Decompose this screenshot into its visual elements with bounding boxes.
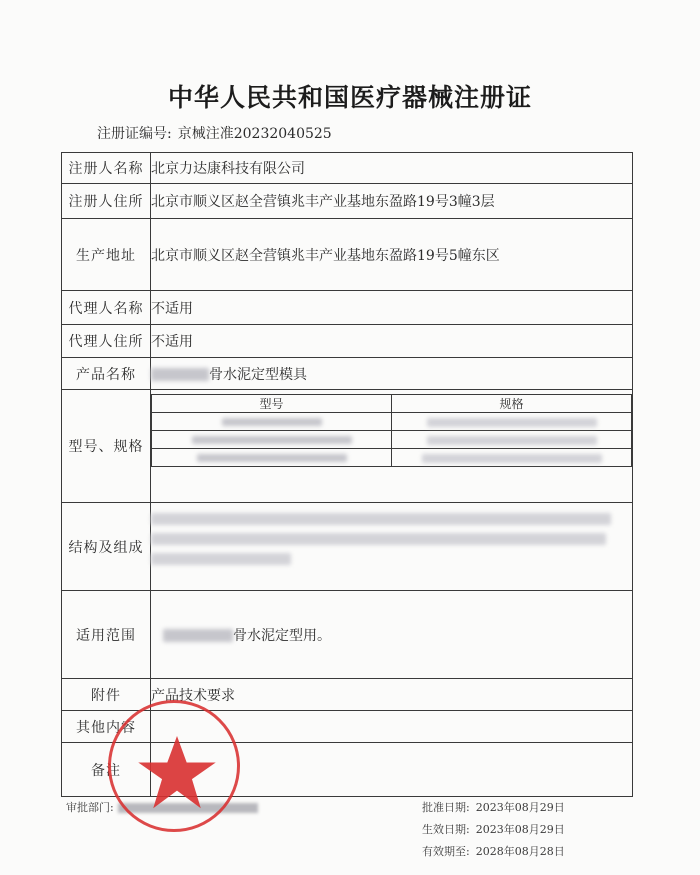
approve-date-label: 批准日期: — [422, 801, 470, 814]
product-name-value — [151, 358, 633, 390]
spec-row — [152, 449, 632, 467]
model-spec-label: 型号、规格 — [62, 390, 151, 503]
registrant-name-value: 北京力达康科技有限公司 — [151, 153, 633, 184]
model-spec-value — [151, 390, 633, 503]
table-row — [62, 591, 633, 679]
expiry-date-value: 2028年08月28日 — [475, 845, 565, 858]
remarks-value — [151, 743, 633, 797]
spec-table — [151, 394, 632, 467]
table-row — [62, 219, 633, 291]
structure-label: 结构及组成 — [62, 503, 151, 591]
table-row — [62, 390, 633, 503]
scope-value — [151, 591, 633, 679]
spec-row — [152, 431, 632, 449]
attachment-label: 附件 — [62, 679, 151, 711]
attachment-value: 产品技术要求 — [151, 679, 633, 711]
registration-number-label: 注册证编号: — [97, 126, 172, 142]
approve-date-row — [422, 797, 571, 819]
redacted-text — [151, 533, 606, 545]
redacted-text — [192, 436, 352, 444]
production-address-value: 北京市顺义区赵全营镇兆丰产业基地东盈路19号5幢东区 — [151, 219, 633, 291]
redacted-text — [422, 454, 602, 463]
scope-label: 适用范围 — [62, 591, 151, 679]
spec-header-row — [152, 395, 632, 413]
effective-date-label: 生效日期: — [422, 823, 470, 836]
structure-value — [151, 503, 633, 591]
other-value — [151, 711, 633, 743]
table-row — [62, 291, 633, 325]
table-row — [62, 325, 633, 358]
certificate-title: 中华人民共和国医疗器械注册证 — [167, 83, 532, 112]
redacted-text — [151, 513, 611, 525]
product-name-label: 产品名称 — [62, 358, 151, 390]
registrant-address-label: 注册人住所 — [62, 184, 151, 219]
redacted-text — [118, 803, 258, 813]
expiry-date-label: 有效期至: — [422, 845, 470, 858]
expiry-date-row — [422, 841, 571, 863]
approve-date-value: 2023年08月29日 — [475, 801, 565, 814]
agent-name-value: 不适用 — [151, 291, 633, 325]
remarks-label: 备注 — [62, 743, 151, 797]
redacted-text — [222, 418, 322, 426]
table-row — [62, 679, 633, 711]
production-address-label: 生产地址 — [62, 219, 151, 291]
spec-col-model: 型号 — [152, 395, 392, 413]
table-row — [62, 153, 633, 184]
certificate-table — [61, 152, 633, 797]
approval-department — [66, 799, 258, 815]
agent-name-label: 代理人名称 — [62, 291, 151, 325]
redacted-text — [163, 629, 233, 642]
redacted-text — [151, 368, 209, 381]
other-label: 其他内容 — [62, 711, 151, 743]
spec-col-spec: 规格 — [392, 395, 632, 413]
redacted-text — [197, 454, 347, 462]
registrant-name-label: 注册人名称 — [62, 153, 151, 184]
agent-address-label: 代理人住所 — [62, 325, 151, 358]
registration-number — [97, 123, 338, 143]
spec-row — [152, 413, 632, 431]
table-row — [62, 184, 633, 219]
registration-number-value: 京械注准20232040525 — [177, 126, 332, 142]
redacted-text — [427, 418, 597, 427]
redacted-text — [427, 436, 597, 445]
registrant-address-value: 北京市顺义区赵全营镇兆丰产业基地东盈路19号3幢3层 — [151, 184, 633, 219]
table-row — [62, 743, 633, 797]
agent-address-value: 不适用 — [151, 325, 633, 358]
scope-suffix: 骨水泥定型用。 — [233, 627, 331, 644]
table-row — [62, 503, 633, 591]
date-block — [422, 797, 571, 863]
table-row — [62, 711, 633, 743]
product-name-suffix: 骨水泥定型模具 — [209, 366, 307, 383]
effective-date-value: 2023年08月29日 — [475, 823, 565, 836]
approval-department-label: 审批部门: — [66, 801, 114, 814]
table-row — [62, 358, 633, 390]
effective-date-row — [422, 819, 571, 841]
redacted-text — [151, 553, 291, 565]
